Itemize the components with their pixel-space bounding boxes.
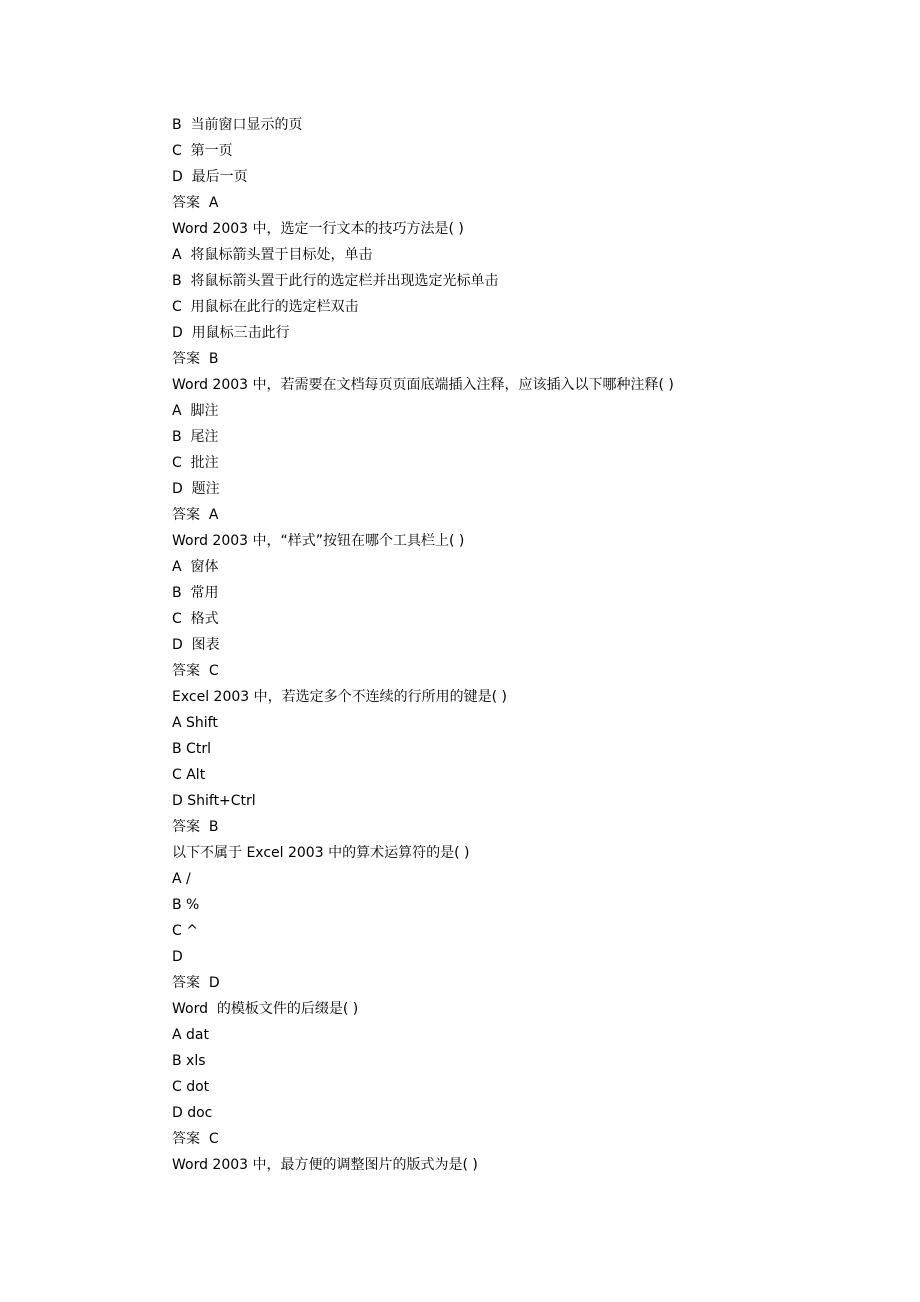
document-body (172, 112, 872, 1178)
text-line: D 题注 (172, 481, 220, 497)
text-line: B 将鼠标箭头置于此行的选定栏并出现选定光标单击 (172, 273, 499, 289)
question-line: 以下不属于 Excel 2003 中的算术运算符的是( ) (172, 845, 470, 861)
question-line: Word 2003 中，选定一行文本的技巧方法是( ) (172, 221, 464, 237)
text-line: B xls (172, 1053, 206, 1069)
text-line: C 批注 (172, 455, 219, 471)
answer-line: 答案 B (172, 351, 219, 367)
text-line: C 格式 (172, 611, 219, 627)
answer-line: 答案 A (172, 507, 219, 523)
answer-line: 答案 A (172, 195, 219, 211)
answer-line: 答案 D (172, 975, 220, 991)
question-line: Word 的模板文件的后缀是( ) (172, 1001, 359, 1017)
answer-line: 答案 B (172, 819, 219, 835)
text-line: A 脚注 (172, 403, 219, 419)
text-line: D doc (172, 1105, 213, 1121)
text-line: B 当前窗口显示的页 (172, 117, 303, 133)
text-line: A 将鼠标箭头置于目标处，单击 (172, 247, 373, 263)
text-line: D Shift+Ctrl (172, 793, 256, 809)
text-line: D 用鼠标三击此行 (172, 325, 290, 341)
answer-line: 答案 C (172, 1131, 219, 1147)
text-line: C Alt (172, 767, 206, 783)
text-line: C 用鼠标在此行的选定栏双击 (172, 299, 359, 315)
text-line: B 常用 (172, 585, 219, 601)
text-line: B 尾注 (172, 429, 219, 445)
text-line: D (172, 949, 183, 965)
text-line: A / (172, 871, 191, 887)
text-line: B Ctrl (172, 741, 211, 757)
question-line: Word 2003 中，“样式”按钮在哪个工具栏上( ) (172, 533, 465, 549)
question-line: Excel 2003 中，若选定多个不连续的行所用的键是( ) (172, 689, 507, 705)
text-line: A 窗体 (172, 559, 219, 575)
text-line: B % (172, 897, 200, 913)
text-line: D 最后一页 (172, 169, 248, 185)
text-line: C 第一页 (172, 143, 233, 159)
question-line: Word 2003 中，最方便的调整图片的版式为是( ) (172, 1157, 478, 1173)
text-line: D 图表 (172, 637, 220, 653)
answer-line: 答案 C (172, 663, 219, 679)
text-line: A Shift (172, 715, 218, 731)
text-line: A dat (172, 1027, 209, 1043)
question-line: Word 2003 中，若需要在文档每页页面底端插入注释，应该插入以下哪种注释( ) (172, 377, 674, 393)
text-line: C ^ (172, 923, 198, 939)
text-line: C dot (172, 1079, 210, 1095)
